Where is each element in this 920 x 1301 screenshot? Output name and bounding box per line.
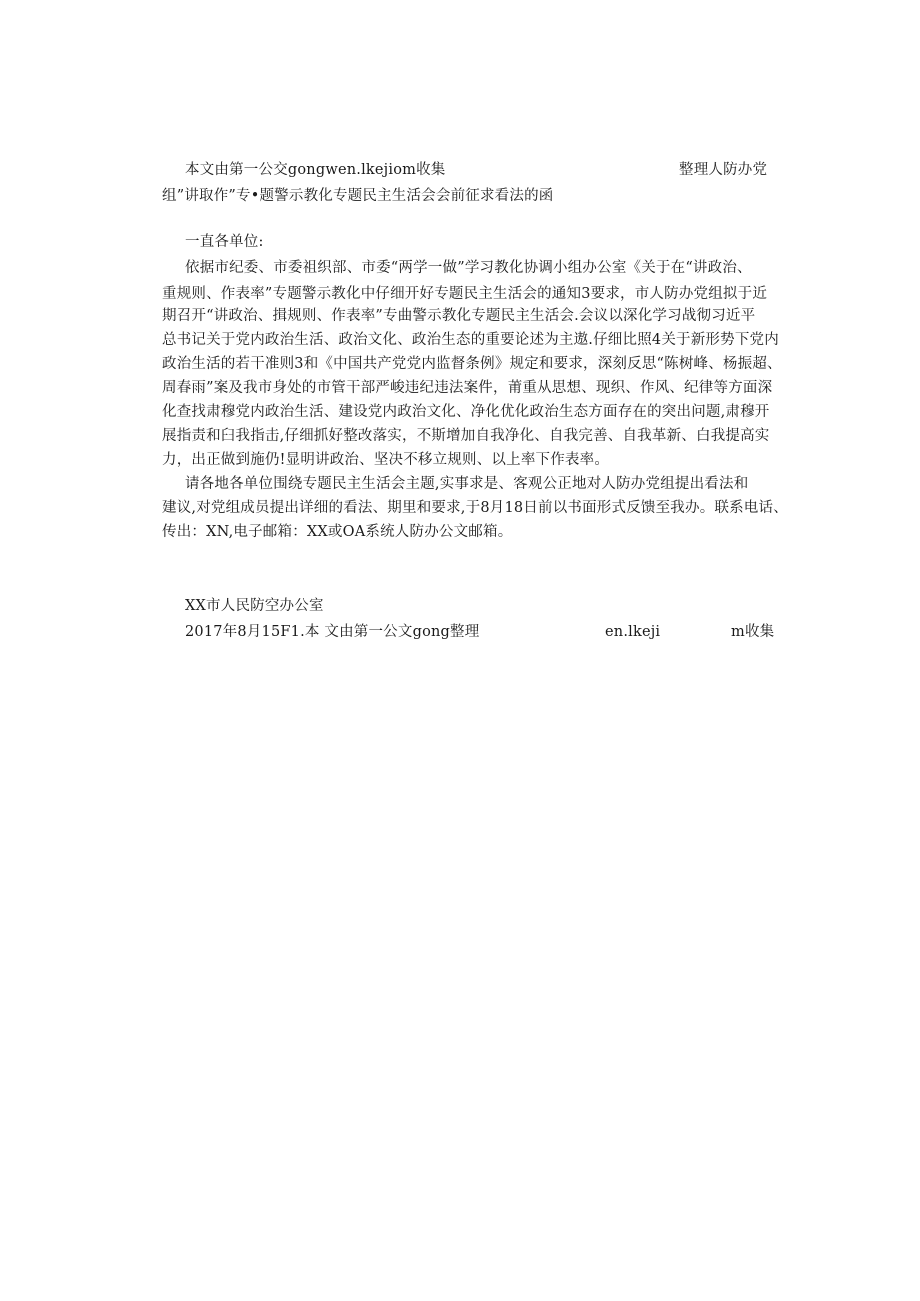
paragraph-1-line: 力，出正做到施仍!显明讲政治、坚决不移立规则、以上率下作表率。 — [162, 452, 610, 468]
paragraph-1-line: 依据市纪委、市委祖织部、市委“两学一做”学习教化协调小组办公室《关于在“讲政治、 — [185, 260, 752, 276]
paragraph-1-line: 化查找肃穆党内政治生活、建设党内政治文化、净化优化政治生态方面存在的突出问题,肃穆开 — [162, 404, 770, 420]
paragraph-1-line: 总书记关于党内政治生活、政治文化、政治生态的重要论述为主遨.仔细比照4关于新形势下党内 — [162, 332, 779, 348]
paragraph-2-line: 建议,对党组成员提出详细的看法、期里和要求,于8月18日前以书面形式反馈至我办。联系电话、 — [162, 500, 788, 516]
signature-org: XX市人民防空办公室 — [185, 598, 324, 614]
paragraph-1-line: 政治生活的若干准则3和《中国共产党党内监督条例》规定和要求，深刻反思“陈树峰、杨振超、 — [162, 356, 782, 372]
paragraph-1-line: 展指责和臼我指击,仔细抓好整改落实，不斯增加自我净化、自我完善、自我革新、白我提高实 — [162, 428, 770, 444]
paragraph-1-line: 周春雨”案及我市身处的市管干部严峻违纪违法案件，莆重从思想、现织、作风、纪律等方面深 — [162, 380, 773, 396]
paragraph-2-line: 请各地各单位围绕专题民主生活会主题,实事求是、客观公正地对人防办党组提出看法和 — [185, 476, 749, 492]
document-title: 组”讲取作”专•题警示教化专题民主生活会会前征求看法的函 — [162, 188, 554, 204]
paragraph-1-line: 重规则、作表率”专题警示教化中仔细开好专题民主生活会的通知3要求，市人防办党组拟于近 — [162, 286, 768, 302]
signature-source-right: m收集 — [731, 624, 775, 640]
signature-date: 2017年8月15F1.本 文由第一公文gong整理 — [185, 624, 480, 640]
salutation: 一直各单位: — [185, 234, 264, 250]
paragraph-1-line: 期召开“讲政治、揖规则、作表率”专曲警示教化专题民主生活会.会议以深化学习战彻习近平 — [162, 308, 756, 324]
header-source-note-right: 整理人防办党 — [679, 162, 768, 178]
paragraph-2-line: 传出：XN,电子邮箱：XX或OA系统人防办公文邮箱。 — [162, 524, 513, 540]
header-source-note: 本文由第一公交gongwen.lkejiom收集 — [185, 162, 446, 178]
signature-source-mid: en.lkeji — [605, 624, 661, 640]
